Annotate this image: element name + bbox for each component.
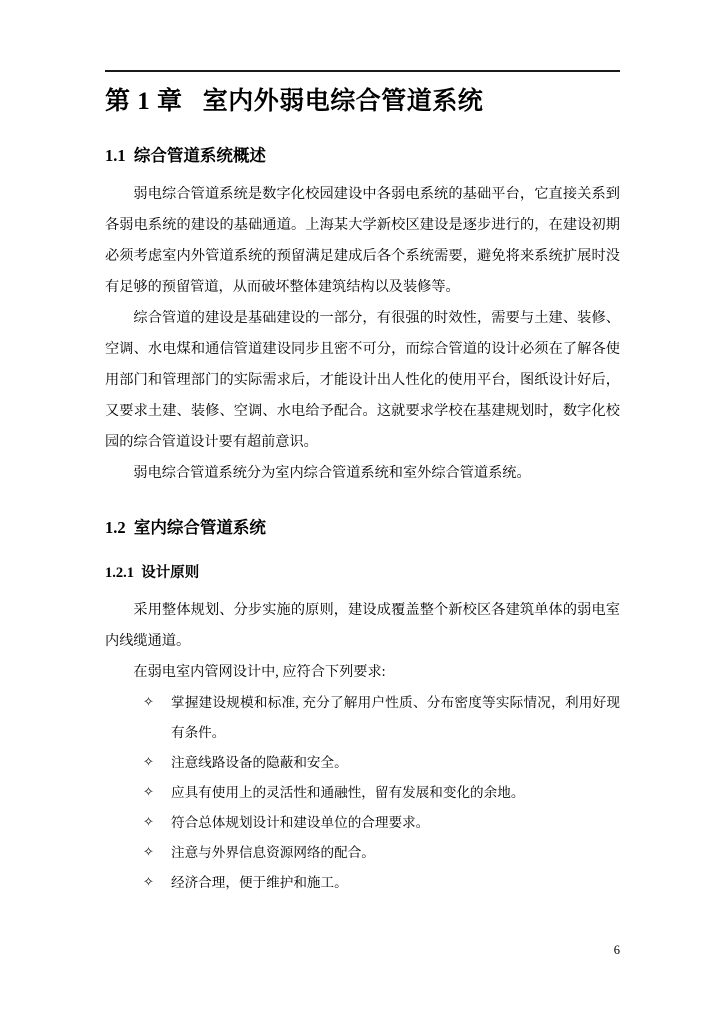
section-heading-1-2: 1.2 室内综合管道系统 [105,517,266,537]
paragraph-1-1-1: 弱电综合管道系统是数字化校园建设中各弱电系统的基础平台，它直接关系到各弱电系统的建设的基础通道。上海某大学新校区建设是逐步进行的，在建设初期必须考虑室内外管道系统的预留满足建成后各个系统需要，避免将来系统扩展时没有足够的预留管道，从而破坏整体建筑结构以及装修等。 [105,185,620,295]
list-item [105,688,620,748]
paragraph-1-2-1-2: 在弱电室内管网设计中, 应符合下列要求: [133,663,386,680]
section-heading-1-2-1: 1.2.1 设计原则 [105,565,200,582]
page-number: 6 [613,943,620,957]
diamond-bullet-icon: ✧ [143,874,154,890]
list-item-label: 经济合理，便于维护和施工。 [171,874,348,890]
diamond-bullet-icon: ✧ [143,784,154,800]
header-rule [105,70,620,72]
list-item [105,868,620,898]
list-item [105,808,620,838]
chapter-title: 第 1 章 室内外弱电综合管道系统 [105,88,484,115]
paragraph-1-2-1-1: 采用整体规划、分步实施的原则，建设成覆盖整个新校区各建筑单体的弱电室内线缆通道。 [105,601,620,649]
diamond-bullet-icon: ✧ [143,844,154,860]
list-item [105,838,620,868]
list-item-label: 应具有使用上的灵活性和通融性，留有发展和变化的余地。 [171,784,525,800]
paragraph-1-1-3: 弱电综合管道系统分为室内综合管道系统和室外综合管道系统。 [133,464,531,481]
list-item [105,748,620,778]
list-item-label: 注意线路设备的隐蔽和安全。 [171,754,348,770]
diamond-bullet-icon: ✧ [143,754,154,770]
paragraph-1-1-2: 综合管道的建设是基础建设的一部分，有很强的时效性，需要与土建、装修、空调、水电煤和通信管道建设同步且密不可分，而综合管道的设计必须在了解各使用部门和管理部门的实际需求后，才能设计出人性化的使用平台，图纸设计好后，又要求土建、装修、空调、水电给予配合。这就要求学校在基建规划时，数字化校园的综合管道设计要有超前意识。 [105,309,620,450]
list-item-label: 符合总体规划设计和建设单位的合理要求。 [171,814,430,830]
diamond-bullet-icon: ✧ [143,694,154,710]
list-item-label: 掌握建设规模和标准, 充分了解用户性质、分布密度等实际情况，利用好现有条件。 [171,694,620,740]
list-item-label: 注意与外界信息资源网络的配合。 [171,844,375,860]
diamond-bullet-icon: ✧ [143,814,154,830]
section-heading-1-1: 1.1 综合管道系统概述 [105,146,266,166]
list-item [105,778,620,808]
page-content [105,86,620,898]
design-principles-list [105,688,620,898]
